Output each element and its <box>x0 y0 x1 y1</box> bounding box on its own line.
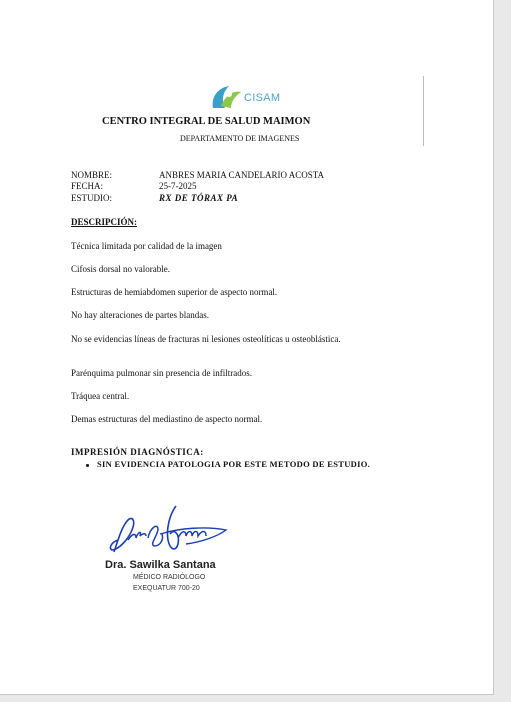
doctor-name: Dra. Sawilka Santana <box>105 559 216 571</box>
date-label: FECHA: <box>71 181 104 191</box>
study-label: ESTUDIO: <box>71 193 112 203</box>
impression-text: SIN EVIDENCIA PATOLOGIA POR ESTE METODO DE ESTUDIO. <box>97 459 371 469</box>
finding-line: Tráquea central. <box>71 391 130 401</box>
finding-line: No se evidencias líneas de fracturas ni lesiones osteolíticas u osteoblástica. <box>71 334 341 344</box>
name-value: ANBRES MARIA CANDELARIO ACOSTA <box>159 170 325 180</box>
clinic-name: CENTRO INTEGRAL DE SALUD MAIMON <box>102 116 311 127</box>
finding-line: Técnica limitada por calidad de la imagen <box>71 241 222 251</box>
impression-item <box>86 459 370 469</box>
finding-line: Demas estructuras del mediastino de aspecto normal. <box>71 414 263 424</box>
description-title: DESCRIPCIÓN: <box>71 217 138 227</box>
bullet-icon <box>86 464 89 467</box>
doctor-role: MÉDICO RADIÓLOGO <box>133 574 206 581</box>
finding-line: Cifosis dorsal no valorable. <box>71 264 170 274</box>
study-value: RX DE TÓRAX PA <box>159 193 239 203</box>
date-value: 25-7-2025 <box>159 181 197 191</box>
finding-line: Estructuras de hemiabdomen superior de aspecto normal. <box>71 287 278 297</box>
impression-title: IMPRESIÓN DIAGNÓSTICA: <box>71 447 204 457</box>
header-divider <box>423 76 424 146</box>
handwritten-signature <box>106 500 231 560</box>
finding-line: No hay alteraciones de partes blandas. <box>71 310 209 320</box>
department-name: DEPARTAMENTO DE IMAGENES <box>180 134 300 143</box>
finding-line: Parénquima pulmonar sin presencia de infiltrados. <box>71 368 252 378</box>
logo-text: CISAM <box>244 92 281 104</box>
name-label: NOMBRE: <box>71 170 113 180</box>
doctor-exequatur: EXEQUATUR 700-20 <box>133 585 200 592</box>
